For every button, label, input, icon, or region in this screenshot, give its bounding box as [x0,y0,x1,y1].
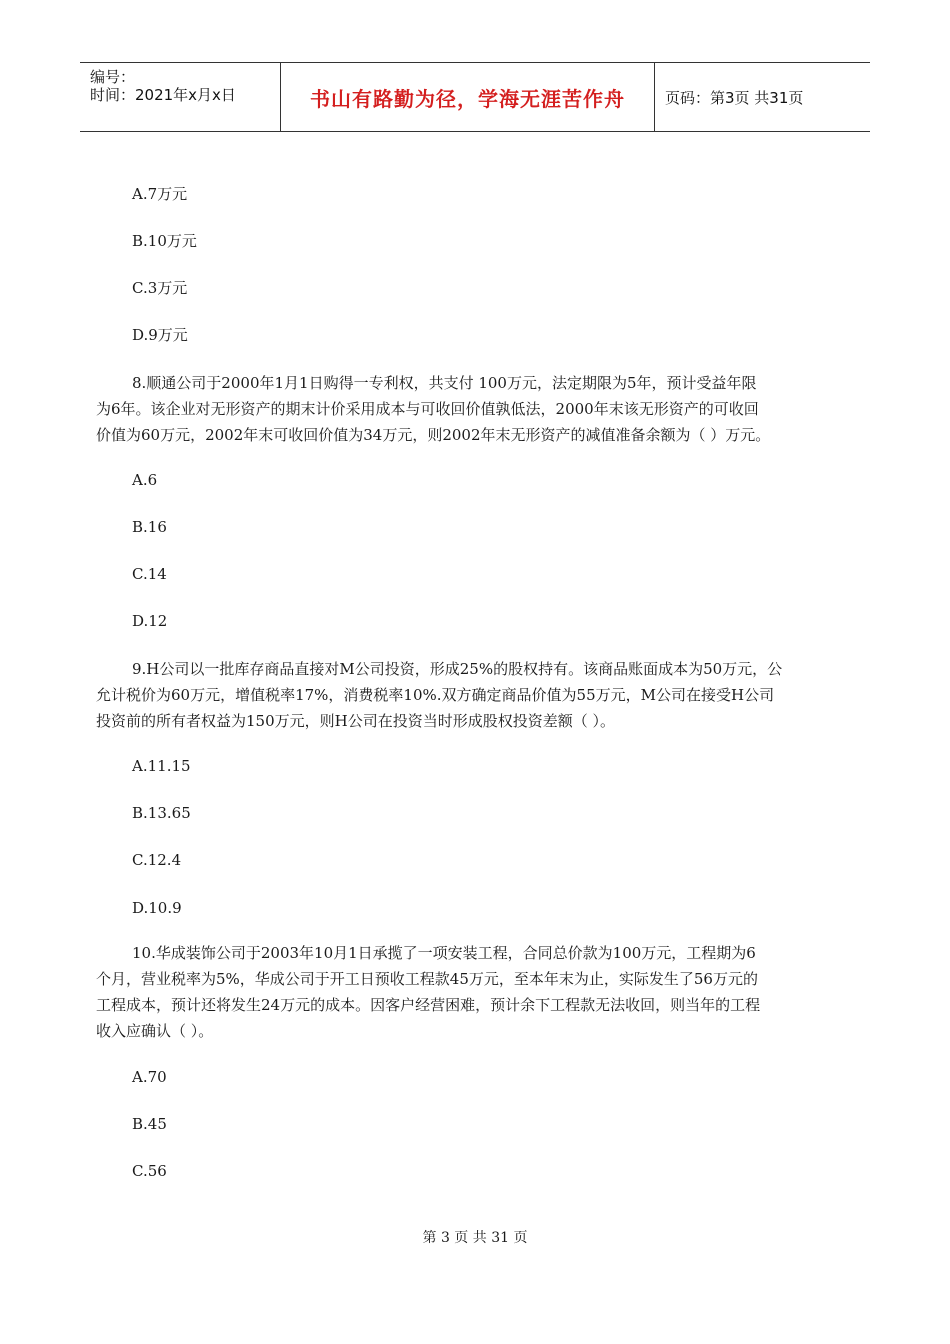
q9-option-b: B.13.65 [132,804,191,822]
q7-option-d: D.9万元 [132,326,188,344]
q8-option-b: B.16 [132,518,167,536]
header-meta-cell [80,63,281,131]
q9-text-line: 允计税价为60万元，增值税率17%，消费税率10%.双方确定商品价值为55万元，M公司在接受H公司 [96,686,775,704]
q10-text-line: 10.华成装饰公司于2003年10月1日承揽了一项安装工程，合同总价款为100万元，工程期为6 [132,944,756,962]
q8-text-line: 为6年。该企业对无形资产的期末计价采用成本与可收回价值孰低法，2000年末该无形资产的可收回 [96,400,759,418]
q8-option-c: C.14 [132,565,167,583]
page-number-label: 页码：第3页 共31页 [665,88,804,107]
footer-page-number: 第 3 页 共 31 页 [422,1230,528,1246]
q10-option-a: A.70 [132,1068,167,1086]
q9-option-c: C.12.4 [132,851,182,869]
header-motto-cell [281,63,655,131]
q10-text-line: 个月，营业税率为5%，华成公司于开工日预收工程款45万元，至本年末为止，实际发生了56万元的 [96,970,758,988]
q7-option-a: A.7万元 [132,185,188,203]
q8-text-line: 8.顺通公司于2000年1月1日购得一专利权，共支付 100万元，法定期限为5年，预计受益年限 [132,374,757,392]
page-footer [0,1227,950,1247]
serial-number-label: 编号： [90,68,136,86]
q9-option-d: D.10.9 [132,899,182,917]
q10-option-b: B.45 [132,1115,167,1133]
page-header [80,62,870,132]
q10-text-line: 收入应确认（ ）。 [96,1022,214,1040]
date-label: 时间：2021年x月x日 [90,86,236,104]
q9-text-line: 9.H公司以一批库存商品直接对M公司投资，形成25%的股权持有。该商品账面成本为50万元，公 [132,660,783,678]
motto: 书山有路勤为径，学海无涯苦作舟 [310,86,625,111]
header-page-cell [655,63,870,131]
q8-option-d: D.12 [132,612,168,630]
q10-text-line: 工程成本，预计还将发生24万元的成本。因客户经营困难，预计余下工程款无法收回，则当年的工程 [96,996,761,1014]
q7-option-b: B.10万元 [132,232,197,250]
q8-option-a: A.6 [132,471,158,489]
q8-text-line: 价值为60万元，2002年末可收回价值为34万元，则2002年末无形资产的减值准备余额为（ ）万元。 [96,426,771,444]
q7-option-c: C.3万元 [132,279,188,297]
q10-option-c: C.56 [132,1162,167,1180]
q9-option-a: A.11.15 [132,757,191,775]
q9-text-line: 投资前的所有者权益为150万元，则H公司在投资当时形成股权投资差额（ ）。 [96,712,615,730]
